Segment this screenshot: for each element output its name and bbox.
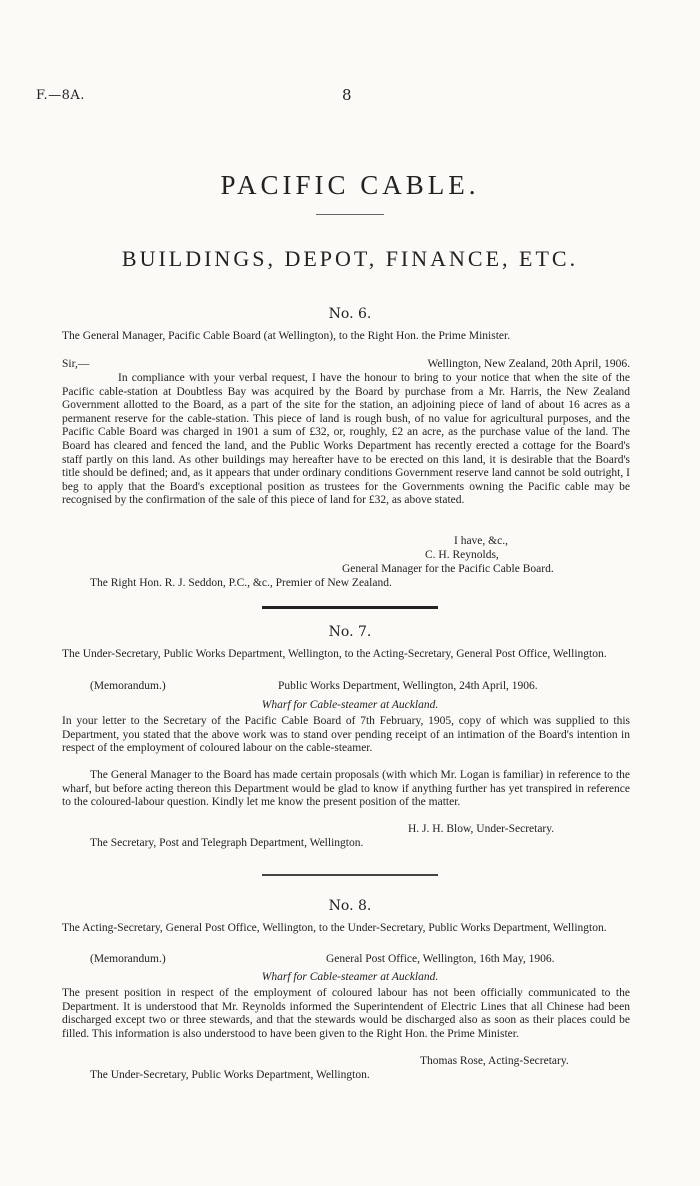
letter-body-paragraph: The General Manager to the Board has made certain proposals (with which Mr. Logan is familiar) in reference to the wharf, but before acting thereon this Department would be glad to know if anything further has yet transpired in reference to the coloured-labour question. Kindly let me know the present position of the matter. [62, 769, 630, 809]
letter-place-date: General Post Office, Wellington, 16th May, 1906. [326, 953, 555, 965]
letter-body-paragraph: In compliance with your verbal request, I have the honour to bring to your notice that when the site of the Pacific cable-station at Doubtless Bay was acquired by the Board by purchase from a Mr. Harris, the New Zealand Government allotted to the Board, as a part of the site for the station, an adjoining piece of land of about 16 acres as a permanent reserve for the cable-station. This piece of land is rough bush, of no value for agricultural purposes, and the Pacific Cable Board was charged in 1901 a sum of £32, or, roughly, £2 an acre, as the purchase value of the land. The Board has cleared and fenced the land, and the Public Works Department has recently erected a cottage for the Board's staff partly on this land. As other buildings may hereafter have to be erected on this land, it is desirable that the Board's title should be defined; and, as it appears that under ordinary conditions Government reserve land cannot be sold outright, I beg to apply that the Board's exceptional position as trustees for the Governments owning the Pacific cable may be recognised by the confirmation of the sale of this piece of land for £32, as above stated. [62, 372, 630, 507]
letter-signature: C. H. Reynolds, [425, 549, 499, 561]
letter-place-date: Wellington, New Zealand, 20th April, 1906. [427, 358, 630, 370]
letter-body-paragraph: The present position in respect of the employment of coloured labour has not been officially communicated to the Department. It is understood that Mr. Reynolds informed the Superintendent of Electric Lines that all Chinese had been discharged except two or three stewards, and that the stewards would be discharged also as soon as their places could be filled. This information is also understood to have been given to the Right Hon. the Prime Minister. [62, 987, 630, 1040]
letter-salutation: Sir,— [62, 358, 90, 370]
letter-memo-label: (Memorandum.) [90, 680, 166, 692]
letter-closing: I have, &c., [454, 535, 508, 547]
section-divider [262, 606, 438, 609]
page-subtitle: BUILDINGS, DEPOT, FINANCE, ETC. [121, 246, 579, 271]
letter-memo-label: (Memorandum.) [90, 953, 166, 965]
page-title: PACIFIC CABLE. [220, 170, 480, 200]
title-divider [316, 214, 384, 215]
letter-addressee: The Secretary, Post and Telegraph Department, Wellington. [90, 837, 364, 849]
letter-subject: Wharf for Cable-steamer at Auckland. [261, 971, 439, 983]
letter-place-date: Public Works Department, Wellington, 24th April, 1906. [278, 680, 538, 692]
document-reference: F.—8A. [36, 88, 85, 103]
letter-addressee: The Right Hon. R. J. Seddon, P.C., &c., Premier of New Zealand. [90, 577, 392, 589]
letter-addressee: The Under-Secretary, Public Works Department, Wellington. [90, 1069, 370, 1081]
letter-heading: The General Manager, Pacific Cable Board (at Wellington), to the Right Hon. the Prime Minister. [62, 330, 511, 342]
letter-subject: Wharf for Cable-steamer at Auckland. [261, 699, 439, 711]
letter-signature-title: General Manager for the Pacific Cable Board. [342, 563, 554, 575]
letter-heading: The Acting-Secretary, General Post Office, Wellington, to the Under-Secretary, Public Works Department, Wellington. [62, 922, 607, 934]
letter-heading: The Under-Secretary, Public Works Department, Wellington, to the Acting-Secretary, General Post Office, Wellington. [62, 648, 607, 660]
letter-body-paragraph: In your letter to the Secretary of the Pacific Cable Board of 7th February, 1905, copy of which was supplied to this Department, you stated that the above work was to stand over pending receipt of an intimation of the Board's intention in respect of the employment of coloured labour on the cable-steamer. [62, 715, 630, 755]
letter-number: No. 8. [328, 898, 372, 914]
letter-number: No. 7. [328, 624, 372, 640]
section-divider [262, 874, 438, 876]
page-number: 8 [342, 86, 352, 104]
letter-signature: Thomas Rose, Acting-Secretary. [420, 1055, 569, 1067]
letter-signature: H. J. H. Blow, Under-Secretary. [408, 823, 555, 835]
letter-number: No. 6. [328, 306, 372, 322]
